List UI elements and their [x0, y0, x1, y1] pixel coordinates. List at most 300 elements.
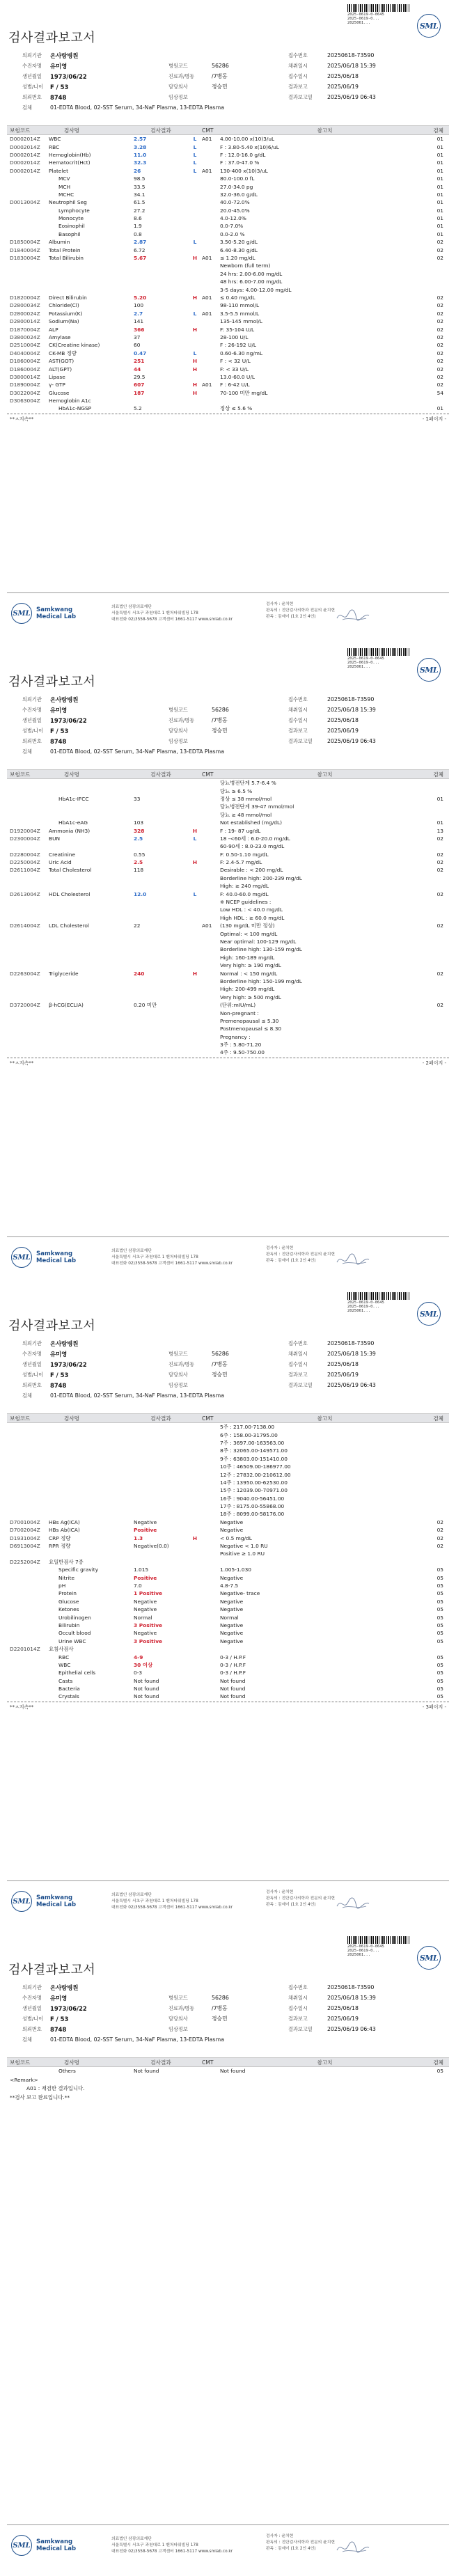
- row-result: 5.2: [134, 405, 142, 412]
- row-test-name: Bilirubin: [58, 1621, 80, 1628]
- doctor-value: 정승민: [212, 84, 228, 90]
- row-flag: L: [193, 835, 197, 842]
- row-test-name: AST(GOT): [49, 358, 74, 365]
- header-name: 검사명: [64, 771, 80, 778]
- row-test-name: RBC: [49, 143, 60, 150]
- row-reference: (130 mg/dL 미만 정상): [220, 922, 275, 929]
- row-test-name: MCV: [58, 175, 70, 182]
- barcode-block: [347, 648, 410, 669]
- row-result: Normal: [134, 1614, 152, 1621]
- row-reference: 4.00-10.00 x(10)3/uL: [220, 136, 275, 143]
- table-row: [7, 191, 449, 198]
- dept-code-value: 56286: [212, 63, 229, 69]
- row-specimen-code: 05: [437, 1582, 443, 1589]
- row-test-name: Total Bilirubin: [49, 255, 84, 262]
- footer-logo: [11, 603, 76, 624]
- row-specimen-code: 02: [437, 1534, 443, 1541]
- header-inst: 검체: [433, 127, 443, 134]
- row-specimen-code: 02: [437, 310, 443, 317]
- brand-line-1: Samkwang: [36, 1894, 73, 1901]
- table-body: [7, 2067, 449, 2103]
- row-result: 0.55: [134, 851, 146, 858]
- table-row: [7, 1685, 449, 1693]
- header-inst: 검체: [433, 2059, 443, 2066]
- addr-line-2: 서울특별시 서초구 과천대로 1 벤처타워빌딩 178: [111, 1899, 198, 1903]
- page-continuation: [7, 1060, 449, 1067]
- row-test-name: Lipase: [49, 373, 65, 380]
- row-cmt: A01: [202, 310, 212, 317]
- row-specimen-code: 02: [437, 294, 443, 301]
- table-row: [7, 159, 449, 166]
- row-reference: 9주 : 63803.00-151410.00: [220, 1455, 288, 1462]
- specimen-no-label: 의뢰번호: [22, 1381, 42, 1388]
- table-row: [7, 1049, 449, 1056]
- row-result: 32.3: [134, 159, 147, 166]
- row-result: 100: [134, 302, 144, 309]
- table-row: [7, 182, 449, 190]
- table-row: [7, 373, 449, 381]
- row-code: D0002014Z: [10, 167, 40, 174]
- row-result: 11.0: [134, 151, 147, 158]
- row-reference: 0-3 / H.P.F: [220, 1654, 246, 1660]
- table-row: [7, 1455, 449, 1463]
- hospital-label: 의뢰기관: [22, 696, 42, 702]
- row-code: D1820004Z: [10, 294, 40, 301]
- row-flag: L: [193, 239, 197, 246]
- report-footer: [7, 2524, 449, 2570]
- row-specimen-code: 01: [437, 819, 443, 826]
- row-result: Negative: [134, 1518, 157, 1525]
- row-test-name: ALP: [49, 326, 58, 333]
- table-row: [7, 175, 449, 182]
- row-result: 6.72: [134, 246, 146, 253]
- row-code: D1860004Z: [10, 358, 40, 365]
- row-test-name: Total Cholesterol: [49, 867, 92, 874]
- report-title: 검사결과보고서: [8, 675, 96, 689]
- table-row: [7, 1041, 449, 1049]
- row-code: D1840004Z: [10, 246, 40, 253]
- row-code: D2510004Z: [10, 342, 40, 349]
- ward-label: 진료과/병동: [168, 2004, 195, 2011]
- table-row: [7, 1518, 449, 1526]
- row-reference: Not found: [220, 2068, 246, 2075]
- row-reference: Negative: [220, 1630, 244, 1637]
- row-reference: Pregnancy :: [220, 1033, 251, 1040]
- row-reference: 98-110 mmol/L: [220, 302, 260, 309]
- receipt-no-label: 접수번호: [288, 1984, 308, 1990]
- table-row: [7, 167, 449, 175]
- specimen-label: 검체: [22, 748, 32, 755]
- table-row: [7, 795, 449, 803]
- doctor-value: 정승민: [212, 2016, 228, 2022]
- row-test-name: Specific gravity: [58, 1566, 99, 1573]
- table-row: [7, 2067, 449, 2075]
- row-flag: L: [193, 151, 197, 158]
- row-code: D0002014Z: [10, 136, 40, 143]
- table-row: [7, 294, 449, 301]
- row-reference: Not found: [220, 1693, 246, 1700]
- row-reference: Desirable : < 200 mg/dL: [220, 867, 283, 874]
- row-reference: F : 6-42 U/L: [220, 382, 250, 388]
- table-row: [7, 985, 449, 993]
- row-specimen-code: 02: [437, 333, 443, 340]
- row-test-name: RPR 정량: [49, 1543, 71, 1550]
- header-code: 보험코드: [10, 2059, 31, 2066]
- result-table: [7, 2057, 449, 2520]
- table-row: [7, 222, 449, 230]
- row-code: D6913004Z: [10, 1543, 40, 1550]
- row-code: D1850004Z: [10, 239, 40, 246]
- row-reference: Normal: [220, 1614, 239, 1621]
- footer-brand: [36, 2538, 76, 2552]
- table-header: [7, 2057, 449, 2067]
- table-row: [7, 826, 449, 834]
- row-reference: 135-145 mmol/L: [220, 318, 262, 325]
- row-flag: H: [192, 358, 198, 365]
- row-result: 3 Positive: [134, 1621, 163, 1628]
- row-flag: H: [192, 389, 198, 396]
- row-result: 44: [134, 366, 141, 372]
- row-test-name: HbA1c-eAG: [58, 819, 88, 826]
- row-code: D2800014Z: [10, 318, 40, 325]
- table-row: [7, 819, 449, 826]
- dept-code-label: 병원코드: [168, 62, 188, 69]
- report-title: 검사결과보고서: [8, 31, 96, 45]
- row-reference: 24 hrs: 2.00-6.00 mg/dL: [220, 270, 283, 277]
- row-specimen-code: 05: [437, 1606, 443, 1613]
- row-specimen-code: 01: [437, 215, 443, 222]
- row-specimen-code: 05: [437, 1638, 443, 1644]
- collect-date-label: 채취일시: [288, 62, 308, 69]
- ward-label: 진료과/병동: [168, 1360, 195, 1367]
- row-reference: 4.8-7.5: [220, 1582, 239, 1589]
- row-result: 29.5: [134, 373, 146, 380]
- page-number: - 2페이지 -: [422, 1060, 446, 1066]
- row-reference: 13.0-60.0 U/L: [220, 373, 255, 380]
- row-specimen-code: 02: [437, 970, 443, 977]
- table-row: [7, 143, 449, 150]
- row-reference: F : 19- 87 ug/dL: [220, 827, 261, 834]
- row-test-name: HbA1c-IFCC: [58, 795, 89, 802]
- table-row: [7, 1677, 449, 1685]
- row-code: D1931004Z: [10, 1534, 40, 1541]
- row-reference: Very high: ≥ 500 mg/dL: [220, 994, 281, 1000]
- row-reference: 당뇨 ≥ 48 mmol/mol: [220, 811, 272, 818]
- row-result: Not found: [134, 1686, 159, 1693]
- addr-line-3: 대표전화 02)3558-5678 고객센터 1661-5117 www.smlab.co.kr: [111, 2550, 233, 2554]
- row-cmt: A01: [202, 255, 212, 262]
- row-result: 2.7: [134, 310, 143, 317]
- row-test-name: Creatinine: [49, 851, 76, 858]
- row-reference: 6.40-8.30 g/dL: [220, 246, 258, 253]
- row-result: 118: [134, 867, 144, 874]
- row-reference: Not established (mg/dL): [220, 819, 282, 826]
- row-flag: H: [192, 970, 198, 977]
- table-row: [7, 381, 449, 388]
- row-specimen-code: 05: [437, 1590, 443, 1597]
- row-code: D2613004Z: [10, 890, 40, 897]
- barcode: [347, 1936, 410, 1944]
- table-row: [7, 1479, 449, 1486]
- addr-line-2: 서울특별시 서초구 과천대로 1 벤처타워빌딩 178: [111, 611, 198, 615]
- row-reference: 15주 : 12039.00-70971.00: [220, 1487, 288, 1494]
- sign-line-1: 검사자 : 윤치현: [266, 1890, 294, 1894]
- report-final-label: 결과보고일: [288, 2025, 313, 2032]
- row-result: 60: [134, 342, 141, 349]
- row-specimen-code: 05: [437, 1630, 443, 1637]
- table-row: [7, 1550, 449, 1557]
- table-row: [7, 906, 449, 913]
- receipt-no-label: 접수번호: [288, 1340, 308, 1346]
- row-reference: Negative: [220, 1574, 244, 1581]
- table-row: [7, 1693, 449, 1700]
- row-specimen-code: 01: [437, 159, 443, 166]
- footer-address: [111, 604, 237, 623]
- ward-value: /7병동: [212, 2005, 228, 2011]
- table-header: [7, 1413, 449, 1423]
- row-flag: H: [192, 255, 198, 262]
- row-specimen-code: 01: [437, 230, 443, 237]
- row-reference: 70-100 미만 mg/dL: [220, 389, 268, 396]
- row-test-name: WBC: [49, 136, 61, 143]
- row-reference: 4.0-12.0%: [220, 215, 246, 222]
- row-code: D2800024Z: [10, 310, 40, 317]
- row-reference: 60-90세 : 8.0-23.0 mg/dL: [220, 843, 285, 850]
- row-reference: 32.0-36.0 g/dL: [220, 191, 258, 198]
- table-row: [7, 914, 449, 922]
- table-row: [7, 1661, 449, 1669]
- row-specimen-code: 01: [437, 191, 443, 198]
- row-reference: 3.5-5.5 mmol/L: [220, 310, 260, 317]
- table-row: [7, 938, 449, 945]
- row-reference: High: 160-189 mg/dL: [220, 954, 275, 961]
- table-row: [7, 1621, 449, 1629]
- table-row: [7, 333, 449, 341]
- report-date-value: 2025/06/19: [327, 728, 359, 734]
- table-row: [7, 214, 449, 222]
- table-row: [7, 1526, 449, 1534]
- sign-line-2: 판독의 : 진단검사의학과 전문의 윤치현: [266, 1896, 335, 1901]
- header-code: 보험코드: [10, 127, 31, 134]
- report-page: [0, 644, 456, 1288]
- table-row: [7, 954, 449, 961]
- specimen-label: 검체: [22, 2036, 32, 2043]
- row-result: 0.47: [134, 350, 147, 356]
- specimen-no-label: 의뢰번호: [22, 93, 42, 100]
- specimen-value: 01-EDTA Blood, 02-SST Serum, 34-NaF Plasma, 13-EDTA Plasma: [50, 1392, 224, 1399]
- row-code: D0002014Z: [10, 143, 40, 150]
- table-row: [7, 1033, 449, 1041]
- birth-value: 1973/06/22: [50, 72, 87, 80]
- row-test-name: Sodium(Na): [49, 318, 79, 325]
- table-row: [7, 1470, 449, 1478]
- table-row: [7, 1573, 449, 1581]
- brand-line-2: Medical Lab: [36, 2545, 77, 2552]
- barcode-block: [347, 1936, 410, 1957]
- row-code: D4040004Z: [10, 350, 40, 356]
- row-result: 0.8: [134, 230, 142, 237]
- addr-line-1: 의료법인 삼광의료재단: [111, 2537, 152, 2541]
- report-date-value: 2025/06/19: [327, 84, 359, 90]
- row-result: 27.2: [134, 207, 146, 214]
- row-test-name: HDL Cholesterol: [49, 890, 91, 897]
- report-final-label: 결과보고일: [288, 93, 313, 100]
- table-row: [7, 278, 449, 285]
- row-test-name: 요일반검사 7종: [49, 1558, 84, 1565]
- table-row: [7, 270, 449, 278]
- dept-code-value: 56286: [212, 1351, 229, 1357]
- hospital-value: 온사랑병원: [50, 1984, 79, 1991]
- report-final-label: 결과보고일: [288, 737, 313, 744]
- report-final-label: 결과보고일: [288, 1381, 313, 1388]
- row-test-name: ALT(GPT): [49, 366, 72, 372]
- accept-date-label: 접수일시: [288, 716, 308, 723]
- table-row: [7, 1589, 449, 1597]
- table-row: [7, 1566, 449, 1573]
- row-test-name: Direct Bilirubin: [49, 294, 87, 301]
- row-result: Negative: [134, 1630, 157, 1637]
- patient-name-label: 수진자명: [22, 706, 42, 713]
- row-reference: Negative: [220, 1598, 244, 1605]
- footer-logo: [11, 1247, 76, 1268]
- report-title: 검사결과보고서: [8, 1963, 96, 1977]
- row-reference: 20.0-45.0%: [220, 207, 250, 214]
- row-specimen-code: 01: [437, 167, 443, 174]
- row-result: 2.5: [134, 835, 143, 842]
- row-test-name: Others: [58, 2068, 76, 2075]
- row-code: D0002014Z: [10, 151, 40, 158]
- row-reference: Borderline high: 200-239 mg/dL: [220, 874, 302, 881]
- row-test-name: MCHC: [58, 191, 74, 198]
- report-date-label: 결과보고: [288, 727, 308, 734]
- row-specimen-code: 05: [437, 1670, 443, 1676]
- accept-date-value: 2025/06/18: [327, 717, 359, 723]
- dept-code-value: 56286: [212, 1995, 229, 2001]
- footer-logo: [11, 1891, 76, 1912]
- row-specimen-code: 05: [437, 1621, 443, 1628]
- report-title: 검사결과보고서: [8, 1319, 96, 1333]
- row-test-name: Crystals: [58, 1693, 79, 1700]
- table-row: [7, 151, 449, 159]
- remark-line: **검사 보고 완료입니다.**: [10, 2094, 70, 2101]
- row-result: 33: [134, 795, 141, 802]
- hospital-label: 의뢰기관: [22, 1984, 42, 1990]
- row-reference: 10주 : 46509.00-186977.00: [220, 1463, 291, 1470]
- result-table: [7, 769, 449, 1232]
- patient-name-value: 유미영: [50, 706, 68, 714]
- row-test-name: Total Protein: [49, 246, 81, 253]
- sex-age-label: 성별/나이: [22, 2015, 44, 2022]
- row-code: D2252004Z: [10, 1558, 40, 1565]
- row-test-name: HbA1c-NGSP: [58, 405, 92, 412]
- row-test-name: Albumin: [49, 239, 70, 246]
- row-cmt: A01: [202, 167, 212, 174]
- footer-brand: [36, 1894, 76, 1908]
- sign-line-3: 판독 : 김예이 (1호 2인 4인): [266, 2547, 316, 2551]
- header-inst: 검체: [433, 771, 443, 778]
- row-specimen-code: 02: [437, 318, 443, 325]
- table-row: [7, 1653, 449, 1660]
- remark-title: <Remark>: [10, 2077, 38, 2084]
- table-row: [7, 929, 449, 937]
- table-body: [7, 1423, 449, 1711]
- row-specimen-code: 01: [437, 199, 443, 206]
- sign-line-2: 판독의 : 진단검사의학과 전문의 윤치현: [266, 2540, 335, 2545]
- table-row: [7, 350, 449, 357]
- row-result: 7.0: [134, 1582, 142, 1589]
- clinical-info-label: 임상정보: [168, 1381, 188, 1388]
- row-cmt: A01: [202, 922, 212, 929]
- table-row: [7, 922, 449, 929]
- footer-brand: [36, 1250, 76, 1264]
- row-test-name: Triglyceride: [49, 970, 79, 977]
- specimen-no-label: 의뢰번호: [22, 2025, 42, 2032]
- row-specimen-code: 01: [437, 183, 443, 190]
- row-code: D7001004Z: [10, 1518, 40, 1525]
- header-cmt: CMT: [202, 1415, 214, 1422]
- row-flag: H: [192, 859, 198, 866]
- accept-date-label: 접수일시: [288, 72, 308, 79]
- row-test-name: Casts: [58, 1677, 73, 1684]
- table-row: [7, 890, 449, 897]
- row-reference: 27.0-34.0 pg: [220, 183, 253, 190]
- row-code: D1870004Z: [10, 326, 40, 333]
- header-cmt: CMT: [202, 771, 214, 778]
- table-row: [7, 1669, 449, 1676]
- ward-label: 진료과/병동: [168, 72, 195, 79]
- row-test-name: Amylase: [49, 333, 71, 340]
- row-result: 5.67: [134, 255, 147, 262]
- patient-info: [7, 1338, 449, 1415]
- report-date-label: 결과보고: [288, 2015, 308, 2022]
- row-reference: 당뇨병전단계 39-47 mmol/mol: [220, 803, 294, 810]
- row-result: 22: [134, 922, 141, 929]
- page-continuation: [7, 416, 449, 423]
- table-row: [7, 397, 449, 405]
- specimen-label: 검체: [22, 104, 32, 111]
- table-row: [7, 1495, 449, 1502]
- row-reference: 16주 : 9040.00-56451.00: [220, 1495, 285, 1502]
- row-reference: 12주 : 27832.00-210612.00: [220, 1471, 291, 1478]
- remark-line: A01 : 재검한 결과입니다.: [26, 2085, 85, 2092]
- addr-line-1: 의료법인 삼광의료재단: [111, 1249, 152, 1253]
- row-specimen-code: 02: [437, 255, 443, 262]
- row-result: Not found: [134, 1693, 159, 1700]
- row-test-name: Protein: [58, 1590, 77, 1597]
- table-body: [7, 135, 449, 423]
- header-cmt: CMT: [202, 127, 214, 134]
- specimen-value: 01-EDTA Blood, 02-SST Serum, 34-NaF Plasma, 13-EDTA Plasma: [50, 104, 224, 111]
- table-row: [7, 1502, 449, 1510]
- sml-logo: SML: [417, 658, 441, 682]
- accept-date-value: 2025/06/18: [327, 1361, 359, 1367]
- row-test-name: Glucose: [49, 389, 70, 396]
- footer-logo-mark: SML: [11, 2535, 32, 2556]
- row-test-name: Urobilinogen: [58, 1614, 91, 1621]
- row-reference: F: 35-104 U/L: [220, 326, 255, 333]
- accept-date-label: 접수일시: [288, 1360, 308, 1367]
- brand-line-2: Medical Lab: [36, 1257, 77, 1264]
- doctor-label: 담당의사: [168, 83, 188, 90]
- row-reference: 18 -<60세 : 6.0-20.0 mg/dL: [220, 835, 290, 842]
- row-test-name: WBC: [58, 1661, 71, 1668]
- row-result: 8.6: [134, 215, 142, 222]
- row-code: D2800034Z: [10, 302, 40, 309]
- sign-line-1: 검사자 : 윤치현: [266, 1246, 294, 1250]
- table-row: [7, 882, 449, 890]
- header-name: 검사명: [64, 127, 80, 134]
- table-row: [7, 1558, 449, 1566]
